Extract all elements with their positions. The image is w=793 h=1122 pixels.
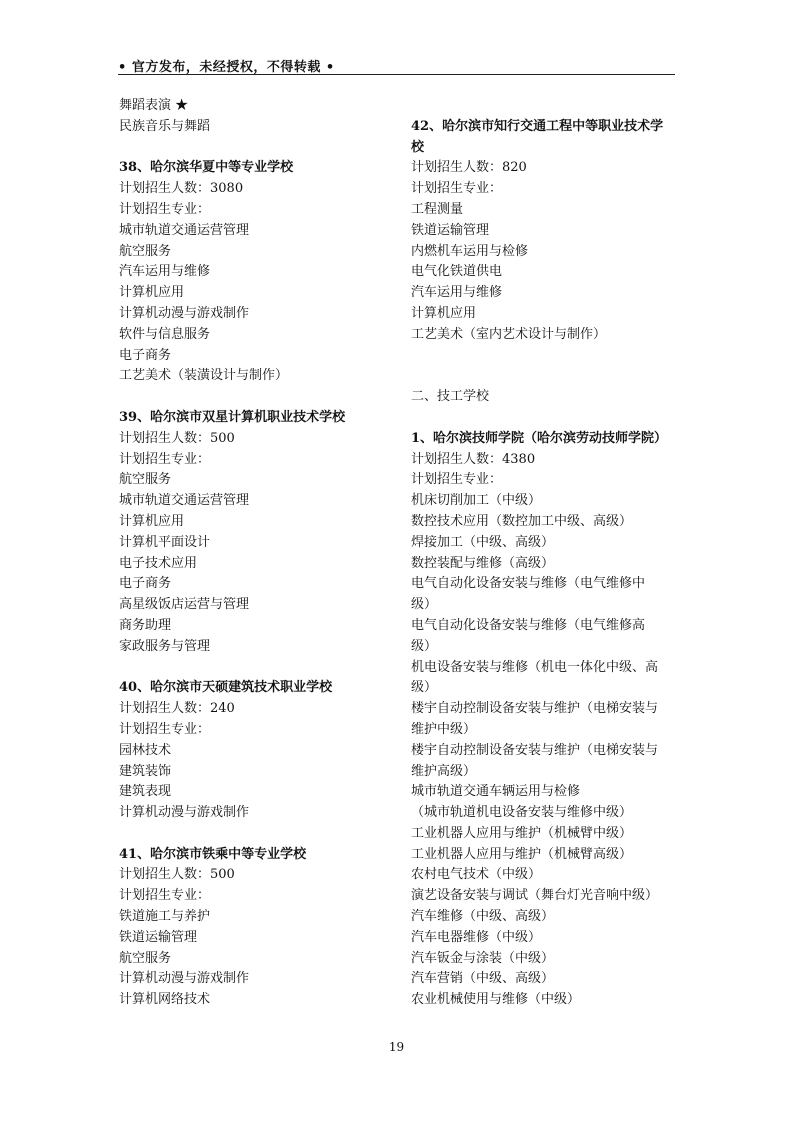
text-line: 城市轨道交通车辆运用与检修 — [411, 784, 581, 800]
text-line: 工艺美术（室内艺术设计与制作） — [411, 326, 607, 342]
blank-line — [411, 96, 676, 117]
text-line: 软件与信息服务 — [119, 326, 211, 342]
text-line: 计划招生专业： — [411, 181, 503, 197]
text-line: 计划招生人数：3080 — [119, 181, 244, 197]
text-line: 建筑表现 — [119, 784, 172, 800]
text-line: 商务助理 — [119, 617, 172, 633]
text-line: 汽车电器维修（中级） — [411, 929, 542, 945]
text-line: 级） — [411, 597, 438, 613]
text-line: 城市轨道交通运营管理 — [119, 222, 250, 238]
text-line: 建筑装饰 — [119, 763, 172, 779]
text-line: 农业机械使用与维修（中级） — [411, 992, 581, 1008]
text-line: 内燃机车运用与检修 — [411, 243, 529, 259]
text-line: 机电设备安装与维修（机电一体化中级、高 — [411, 659, 659, 675]
text-line: 工程测量 — [411, 201, 464, 217]
text-line: 计划招生人数：240 — [119, 701, 235, 717]
text-line: （城市轨道机电设备安装与维修中级） — [411, 805, 633, 821]
text-line: 计划招生人数：4380 — [411, 451, 536, 467]
text-line: 机床切削加工（中级） — [411, 493, 542, 509]
text-line: 计算机应用 — [119, 513, 185, 529]
school-heading: 40、哈尔滨市天硕建筑技术职业学校 — [119, 680, 333, 696]
text-line: 电气自动化设备安装与维修（电气维修中 — [411, 576, 646, 592]
header-rule — [118, 74, 675, 75]
text-line: 级） — [411, 638, 438, 654]
text-line: 汽车运用与维修 — [119, 264, 211, 280]
text-line: 维护高级） — [411, 763, 477, 779]
page-header: • 官方发布，未经授权，不得转载 • — [118, 60, 335, 75]
text-line: 汽车钣金与涂装（中级） — [411, 950, 555, 966]
page-number: 19 — [388, 1040, 405, 1054]
school-heading: 校 — [411, 139, 425, 155]
text-line: 二、技工学校 — [411, 389, 490, 405]
text-line: 高星级饭店运营与管理 — [119, 597, 250, 613]
text-line: 计划招生人数：820 — [411, 160, 527, 176]
text-line: 民族音乐与舞蹈 — [119, 118, 211, 134]
text-line: 航空服务 — [119, 950, 172, 966]
text-line: 电气自动化设备安装与维修（电气维修高 — [411, 617, 646, 633]
text-line: 舞蹈表演 ★ — [119, 98, 189, 113]
blank-line — [119, 658, 379, 679]
text-line: 计算机动漫与游戏制作 — [119, 305, 250, 321]
text-line: 航空服务 — [119, 243, 172, 259]
text-line: 计算机动漫与游戏制作 — [119, 971, 250, 987]
text-line: 工业机器人应用与维护（机械臂高级） — [411, 846, 633, 862]
text-line: 焊接加工（中级、高级） — [411, 534, 555, 550]
blank-line — [411, 346, 676, 367]
text-line: 计算机应用 — [119, 285, 185, 301]
left-column — [119, 96, 379, 1011]
text-line: 计算机动漫与游戏制作 — [119, 805, 250, 821]
school-heading: 38、哈尔滨华夏中等专业学校 — [119, 160, 294, 176]
text-line: 农村电气技术（中级） — [411, 867, 542, 883]
text-line: 计算机网络技术 — [119, 992, 211, 1008]
text-line: 铁道运输管理 — [119, 929, 198, 945]
text-line: 计算机应用 — [411, 305, 477, 321]
text-line: 电子商务 — [119, 576, 172, 592]
text-line: 工业机器人应用与维护（机械臂中级） — [411, 825, 633, 841]
text-line: 计划招生专业： — [119, 451, 211, 467]
text-line: 园林技术 — [119, 742, 172, 758]
text-line: 汽车维修（中级、高级） — [411, 909, 555, 925]
blank-line — [119, 387, 379, 408]
school-heading: 39、哈尔滨市双星计算机职业技术学校 — [119, 409, 346, 425]
text-line: 电气化铁道供电 — [411, 264, 503, 280]
blank-line — [119, 824, 379, 845]
text-line: 城市轨道交通运营管理 — [119, 493, 250, 509]
text-line: 铁道施工与养护 — [119, 909, 211, 925]
text-line: 数控装配与维修（高级） — [411, 555, 555, 571]
text-line: 计划招生专业： — [119, 721, 211, 737]
school-heading: 1、哈尔滨技师学院（哈尔滨劳动技师学院） — [411, 430, 668, 446]
text-line: 计划招生人数：500 — [119, 430, 235, 446]
text-line: 级） — [411, 680, 438, 696]
text-line: 计划招生专业： — [411, 472, 503, 488]
text-line: 演艺设备安装与调试（舞台灯光音响中级） — [411, 888, 659, 904]
blank-line — [411, 408, 676, 429]
text-line: 计划招生专业： — [119, 201, 211, 217]
text-line: 计划招生人数：500 — [119, 867, 235, 883]
text-line: 汽车运用与维修 — [411, 285, 503, 301]
text-line: 楼宇自动控制设备安装与维护（电梯安装与 — [411, 701, 659, 717]
blank-line — [411, 366, 676, 387]
text-line: 家政服务与管理 — [119, 638, 211, 654]
text-line: 电子技术应用 — [119, 555, 198, 571]
text-line: 数控技术应用（数控加工中级、高级） — [411, 513, 633, 529]
text-line: 航空服务 — [119, 472, 172, 488]
school-heading: 42、哈尔滨市知行交通工程中等职业技术学 — [411, 118, 664, 134]
text-line: 电子商务 — [119, 347, 172, 363]
text-line: 计划招生专业： — [119, 888, 211, 904]
right-column — [411, 96, 676, 1011]
text-line: 计算机平面设计 — [119, 534, 211, 550]
text-line: 汽车营销（中级、高级） — [411, 971, 555, 987]
text-line: 维护中级） — [411, 721, 477, 737]
school-heading: 41、哈尔滨市铁乘中等专业学校 — [119, 846, 307, 862]
text-line: 楼宇自动控制设备安装与维护（电梯安装与 — [411, 742, 659, 758]
blank-line — [119, 138, 379, 159]
text-line: 铁道运输管理 — [411, 222, 490, 238]
text-line: 工艺美术（装潢设计与制作） — [119, 368, 289, 384]
